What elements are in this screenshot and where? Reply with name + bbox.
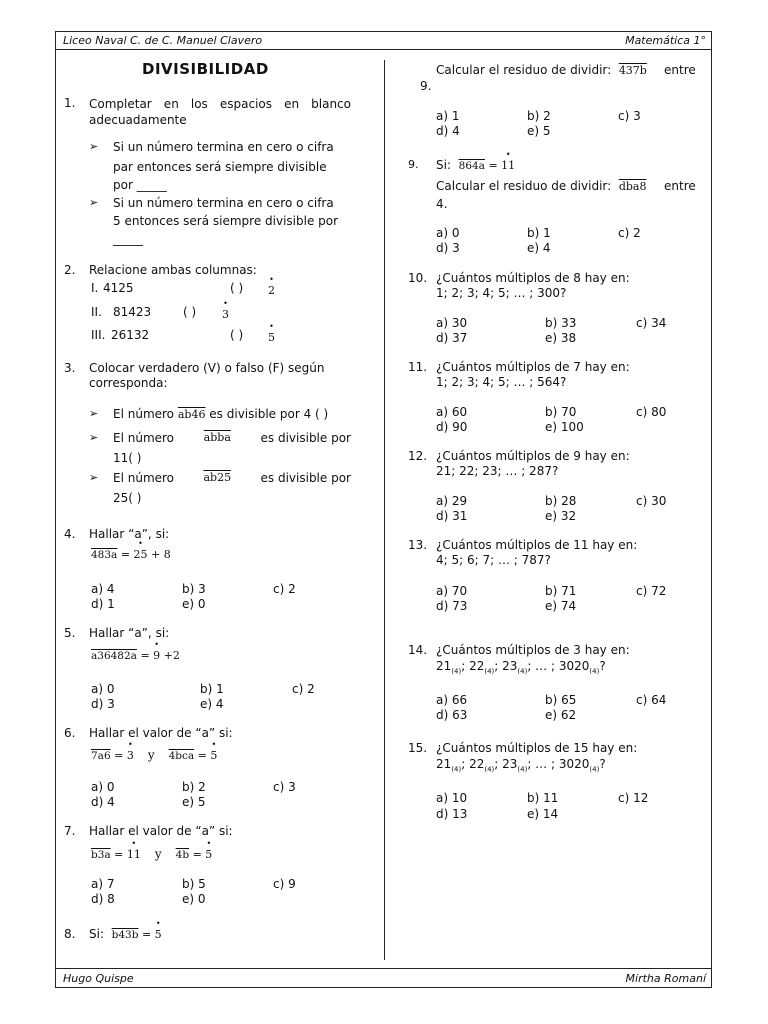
q14-number: 14. <box>408 643 428 657</box>
q15-option-a: a) 10 <box>436 791 468 805</box>
arrow-bullet-icon: ➢ <box>89 431 99 444</box>
q9-option-c: c) 2 <box>618 226 641 240</box>
q14-line1: ¿Cuántos múltiplos de 3 hay en: <box>436 643 630 657</box>
q10-number: 10. <box>408 271 428 285</box>
q9-number: 9. <box>408 158 419 171</box>
q2-row1-roman: I. <box>91 281 99 295</box>
q12-option-c: c) 30 <box>636 494 667 508</box>
q4-option-d: d) 1 <box>91 597 115 611</box>
q8-number: 8. <box>64 927 76 941</box>
q4-option-b: b) 3 <box>182 582 206 596</box>
q12-number: 12. <box>408 449 428 463</box>
q13-number: 13. <box>408 538 428 552</box>
q11-number: 11. <box>408 360 428 374</box>
q9-calc: Calcular el residuo de dividir: dba8 <box>436 179 647 193</box>
q6-number: 6. <box>64 726 76 740</box>
q1-b1-line1: Si un número termina en cero o cifra <box>113 140 334 154</box>
q11-option-e: e) 100 <box>545 420 584 434</box>
q5-option-c: c) 2 <box>292 682 315 696</box>
q12-option-a: a) 29 <box>436 494 468 508</box>
q9-option-e: e) 4 <box>527 241 551 255</box>
q2-row1-value: 4125 <box>103 281 134 295</box>
arrow-bullet-icon: ➢ <box>89 471 99 484</box>
q1-b1-line2: par entonces será siempre divisible <box>113 160 327 174</box>
q10-line1: ¿Cuántos múltiplos de 8 hay en: <box>436 271 630 285</box>
q7-option-c: c) 9 <box>273 877 296 891</box>
q7-option-d: d) 8 <box>91 892 115 906</box>
q8-option-a: a) 1 <box>436 109 460 123</box>
q1-text: Completar en los espacios en blanco adecuadamente <box>89 97 351 127</box>
q7-option-a: a) 7 <box>91 877 115 891</box>
q3-s1: El número ab46 es divisible por 4 ( ) <box>113 407 329 421</box>
q4-text: Hallar “a”, si: <box>89 527 170 541</box>
q3-number: 3. <box>64 361 76 375</box>
q2-row2-paren: ( ) <box>183 305 197 319</box>
q2-row2-value: 81423 <box>113 305 152 319</box>
q15-option-c: c) 12 <box>618 791 649 805</box>
q11-option-d: d) 90 <box>436 420 468 434</box>
q5-text: Hallar “a”, si: <box>89 626 170 640</box>
q10-option-d: d) 37 <box>436 331 468 345</box>
q5-number: 5. <box>64 626 76 640</box>
q3-text-line1: Colocar verdadero (V) o falso (F) según <box>89 361 325 375</box>
q12-line2: 21; 22; 23; … ; 287? <box>436 464 559 478</box>
q15-option-d: d) 13 <box>436 807 468 821</box>
q15-number: 15. <box>408 741 428 755</box>
q2-row1-paren: ( ) <box>230 281 244 295</box>
footer-divider <box>56 968 711 969</box>
q12-option-e: e) 32 <box>545 509 577 523</box>
q8-entre: entre <box>664 63 696 77</box>
q10-option-e: e) 38 <box>545 331 577 345</box>
q13-option-e: e) 74 <box>545 599 577 613</box>
q2-number: 2. <box>64 263 76 277</box>
q1-number: 1. <box>64 96 76 110</box>
q5-equation: a36482a = • 9 +2 <box>91 649 180 662</box>
q6-option-a: a) 0 <box>91 780 115 794</box>
q4-option-e: e) 0 <box>182 597 206 611</box>
arrow-bullet-icon: ➢ <box>89 407 99 420</box>
header-school: Liceo Naval C. de C. Manuel Clavero <box>63 34 263 47</box>
q1-b2-line3: _____ <box>113 232 143 246</box>
q4-equation: 483a = • 25 + 8 <box>91 548 171 561</box>
q4-option-c: c) 2 <box>273 582 296 596</box>
q2-row2-roman: II. <box>91 305 102 319</box>
q9-option-a: a) 0 <box>436 226 460 240</box>
q7-option-b: b) 5 <box>182 877 206 891</box>
q4-number: 4. <box>64 527 76 541</box>
q8-option-d: d) 4 <box>436 124 460 138</box>
q15-option-b: b) 11 <box>527 791 559 805</box>
q9-condition: Si: 864a = • 11 <box>436 158 515 172</box>
q6-option-e: e) 5 <box>182 795 206 809</box>
q10-option-b: b) 33 <box>545 316 577 330</box>
q6-option-c: c) 3 <box>273 780 296 794</box>
q3-s2: El número abba es divisible por <box>113 431 351 445</box>
q14-option-a: a) 66 <box>436 693 468 707</box>
q13-line1: ¿Cuántos múltiplos de 11 hay en: <box>436 538 638 552</box>
q14-sequence: $21_{(4)}$; $22_{(4)}$; $23_{(4)}$; … ; $3020_{(4)}$? <box>436 659 606 676</box>
q15-line1: ¿Cuántos múltiplos de 15 hay en: <box>436 741 638 755</box>
q2-row1-mod: • 2 <box>268 283 275 297</box>
q12-option-b: b) 28 <box>545 494 577 508</box>
q12-option-d: d) 31 <box>436 509 468 523</box>
q3-text-line2: corresponda: <box>89 376 168 390</box>
q9-option-d: d) 3 <box>436 241 460 255</box>
footer-left: Hugo Quispe <box>63 972 134 985</box>
q2-row3-paren: ( ) <box>230 328 244 342</box>
column-divider <box>384 60 385 960</box>
q8-option-e: e) 5 <box>527 124 551 138</box>
q8-option-b: b) 2 <box>527 109 551 123</box>
q11-line1: ¿Cuántos múltiplos de 7 hay en: <box>436 360 630 374</box>
q7-text: Hallar el valor de “a” si: <box>89 824 233 838</box>
q11-option-a: a) 60 <box>436 405 468 419</box>
q3-s2-line2: 11( ) <box>113 451 142 465</box>
q7-number: 7. <box>64 824 76 838</box>
q8-line2: 9. <box>420 79 432 93</box>
q3-s3: El número ab25 es divisible por <box>113 471 351 485</box>
q11-option-b: b) 70 <box>545 405 577 419</box>
q7-option-e: e) 0 <box>182 892 206 906</box>
q8-calc: Calcular el residuo de dividir: 437b <box>436 63 647 77</box>
q14-option-d: d) 63 <box>436 708 468 722</box>
q13-line2: 4; 5; 6; 7; … ; 787? <box>436 553 551 567</box>
q15-sequence: $21_{(4)}$; $22_{(4)}$; $23_{(4)}$; … ; $3020_{(4)}$? <box>436 757 606 774</box>
q5-option-a: a) 0 <box>91 682 115 696</box>
q9-line2: 4. <box>436 197 448 211</box>
q10-option-a: a) 30 <box>436 316 468 330</box>
q13-option-c: c) 72 <box>636 584 667 598</box>
q1-b1-line3: por _____ <box>113 178 167 192</box>
q8-condition: Si: b43b = • 5 <box>89 927 162 941</box>
q2-text: Relacione ambas columnas: <box>89 263 257 277</box>
arrow-bullet-icon: ➢ <box>89 140 99 153</box>
q2-row2-mod: • 3 <box>222 307 229 321</box>
q2-row3-mod: • 5 <box>268 330 275 344</box>
q14-option-b: b) 65 <box>545 693 577 707</box>
q13-option-a: a) 70 <box>436 584 468 598</box>
q6-text: Hallar el valor de “a” si: <box>89 726 233 740</box>
footer-right: Mirtha Romaní <box>625 972 706 985</box>
q1-b2-line1: Si un número termina en cero o cifra <box>113 196 334 210</box>
arrow-bullet-icon: ➢ <box>89 196 99 209</box>
q5-option-b: b) 1 <box>200 682 224 696</box>
header-divider <box>56 49 711 50</box>
q5-option-e: e) 4 <box>200 697 224 711</box>
q13-option-d: d) 73 <box>436 599 468 613</box>
q13-option-b: b) 71 <box>545 584 577 598</box>
q4-option-a: a) 4 <box>91 582 115 596</box>
q6-option-d: d) 4 <box>91 795 115 809</box>
header-course: Matemática 1° <box>625 34 706 47</box>
q1-b2-line2: 5 entonces será siempre divisible por <box>113 214 339 228</box>
q11-option-c: c) 80 <box>636 405 667 419</box>
q15-option-e: e) 14 <box>527 807 559 821</box>
q3-s3-line2: 25( ) <box>113 491 142 505</box>
q14-option-e: e) 62 <box>545 708 577 722</box>
q6-option-b: b) 2 <box>182 780 206 794</box>
q2-row3-value: 26132 <box>111 328 150 342</box>
q6-equation: 7a6 = • 3 y 4bca = • 5 <box>91 748 217 762</box>
q11-line2: 1; 2; 3; 4; 5; … ; 564? <box>436 375 567 389</box>
q9-entre: entre <box>664 179 696 193</box>
q5-option-d: d) 3 <box>91 697 115 711</box>
q8-option-c: c) 3 <box>618 109 641 123</box>
q7-equation: b3a = • 11 y 4b = • 5 <box>91 847 212 861</box>
q2-row3-roman: III. <box>91 328 106 342</box>
q10-line2: 1; 2; 3; 4; 5; … ; 300? <box>436 286 567 300</box>
q12-line1: ¿Cuántos múltiplos de 9 hay en: <box>436 449 630 463</box>
q14-option-c: c) 64 <box>636 693 667 707</box>
q10-option-c: c) 34 <box>636 316 667 330</box>
q9-option-b: b) 1 <box>527 226 551 240</box>
page-title: DIVISIBILIDAD <box>142 60 269 78</box>
